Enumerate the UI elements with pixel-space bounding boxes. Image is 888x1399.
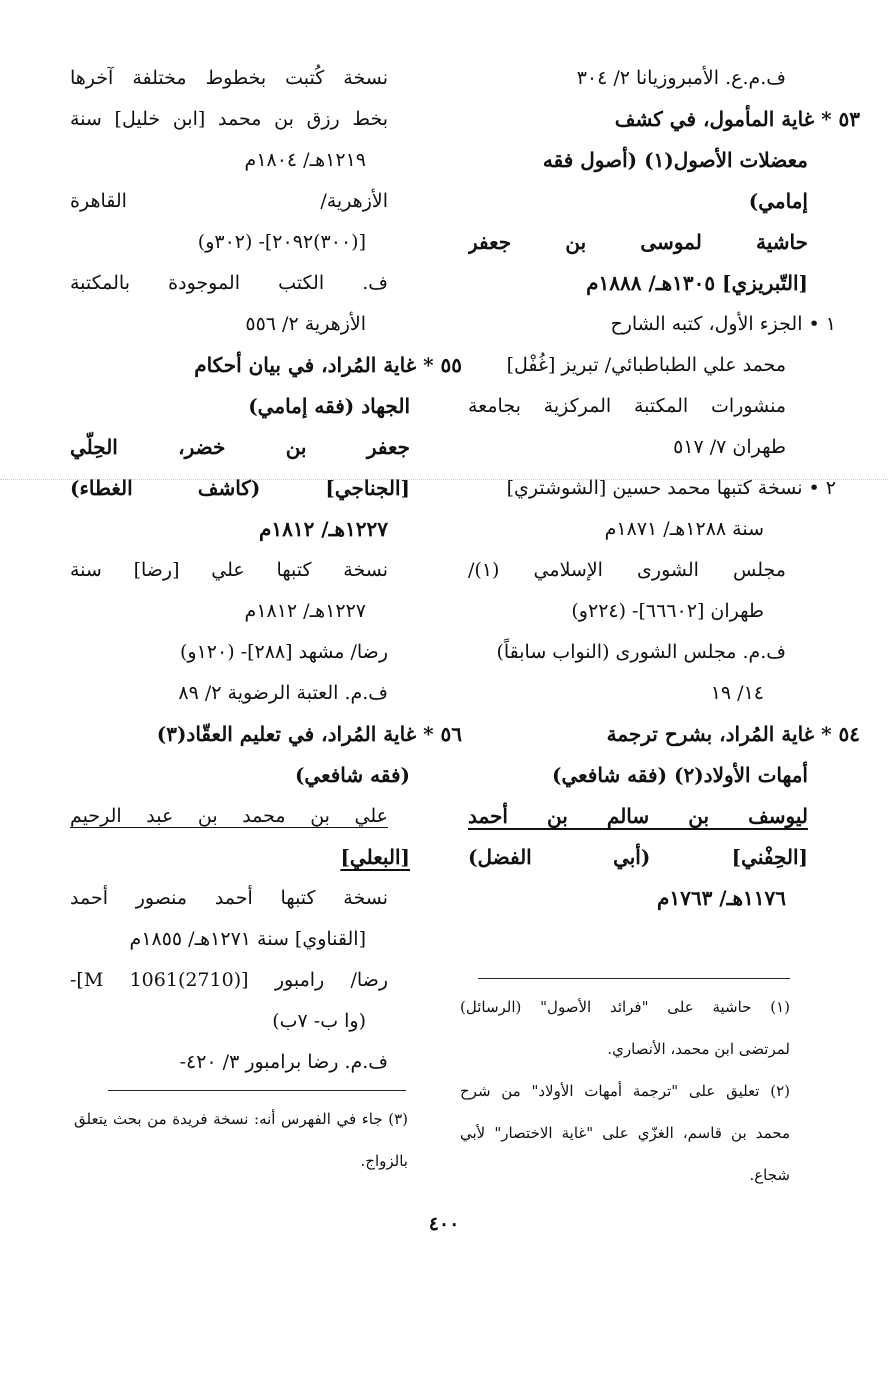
entry-title-line: ٥٤ * غاية المُراد، بشرح ترجمة <box>606 722 860 746</box>
entry-text-line: مجلس الشورى الإسلامي (١)/ <box>468 559 786 581</box>
entry-text-line: [القناوي] سنة ١٢٧١هـ/ ١٨٥٥م <box>129 928 366 950</box>
entry-text-line: بخط رزق بن محمد [ابن خليل] سنة <box>70 108 388 130</box>
left-column <box>70 58 462 1083</box>
footnote-line: شجاع. <box>749 1166 790 1184</box>
entry-title-line: ١٢٢٧هـ/ ١٨١٢م <box>258 517 388 541</box>
entry-text-line: ١٤/ ١٩ <box>710 682 764 704</box>
entry-text-line: علي بن محمد بن عبد الرحيم <box>70 805 388 827</box>
entry-text-line: رضا/ رامبور [M 1061(2710)]- <box>70 969 388 991</box>
entry-text-line: ف.م. العتبة الرضوية ٢/ ٨٩ <box>178 682 388 704</box>
entry-text-line: الأزهرية/ القاهرة <box>70 190 388 212</box>
entry-title-line: ٥٥ * غاية المُراد، في بيان أحكام <box>194 353 462 377</box>
entry-text-line: طهران ٧/ ٥١٧ <box>673 436 786 458</box>
entry-text-line: ١٢١٩هـ/ ١٨٠٤م <box>244 149 366 171</box>
entry-title-line: [البعلي] <box>340 845 410 869</box>
entry-title-line: حاشية لموسى بن جعفر <box>468 230 808 254</box>
entry-text-line: ١٢٢٧هـ/ ١٨١٢م <box>244 600 366 622</box>
entry-text-line: طهران [٦٦٦٠٢]- (٢٢٤و) <box>571 600 764 622</box>
footnote-line: (٣) جاء في الفهرس أنه: نسخة فريدة من بحث يتعلق <box>74 1110 408 1128</box>
entry-title-line: ٥٣ * غاية المأمول، في كشف <box>614 107 860 131</box>
entry-title-line: جعفر بن خضر، الحِلّي <box>70 435 410 459</box>
entry-title-line: [التّبريزي] ١٣٠٥هـ/ ١٨٨٨م <box>586 271 808 295</box>
entry-text-line: ف.م. مجلس الشورى (النواب سابقاً) <box>496 641 786 663</box>
page-number: ٤٠٠ <box>428 1213 460 1235</box>
footnote-line: لمرتضى ابن محمد، الأنصاري. <box>607 1040 790 1058</box>
footnote-line: بالزواج. <box>360 1152 408 1170</box>
entry-title-line: ١١٧٦هـ/ ١٧٦٣م <box>656 886 786 910</box>
footnote-line: (١) حاشية على "فرائد الأصول" (الرسائل) <box>460 998 790 1016</box>
entry-text-line: نسخة كُتبت بخطوط مختلفة آخرها <box>70 67 388 89</box>
entry-text-line: (وا ب- ٧ب) <box>272 1010 366 1032</box>
entry-title-line: معضلات الأصول(١) (أصول فقه <box>542 148 808 172</box>
entry-title-line: [الجناجي] (كاشف الغطاء) <box>70 476 410 500</box>
footnote-separator-right <box>478 978 790 979</box>
entry-title-line: الجهاد (فقه إمامي) <box>248 394 410 418</box>
footnote-line: (٢) تعليق على "ترجمة أمهات الأولاد" من شرح <box>460 1082 790 1100</box>
entry-title-line: إمامي) <box>748 189 808 213</box>
entry-text-line: نسخة كتبها أحمد منصور أحمد <box>70 887 388 909</box>
footnote-separator-left <box>108 1090 406 1091</box>
entry-text-line: ف. الكتب الموجودة بالمكتبة <box>70 272 388 294</box>
entry-title-line: ليوسف بن سالم بن أحمد <box>468 804 808 828</box>
entry-title-line: ٥٦ * غاية المُراد، في تعليم العقّاد(٣) <box>156 722 462 746</box>
entry-title-line: [الحِفْني] (أبي الفضل) <box>468 845 808 869</box>
entry-text-line: ١ • الجزء الأول، كتبه الشارح <box>610 313 836 335</box>
footnote-line: محمد بن قاسم، الغزّي على "غاية الاختصار" لأبي <box>460 1124 790 1142</box>
entry-text-line: سنة ١٢٨٨هـ/ ١٨٧١م <box>604 518 764 540</box>
entry-text-line: ف.م. رضا برامبور ٣/ ٤٢٠- <box>179 1051 388 1073</box>
entry-title-line: أمهات الأولاد(٢) (فقه شافعي) <box>552 763 808 787</box>
right-column <box>468 58 860 919</box>
entry-text-line: نسخة كتبها علي [رضا] سنة <box>70 559 388 581</box>
entry-text-line: ٢ • نسخة كتبها محمد حسين [الشوشتري] <box>506 477 836 499</box>
footnotes-left <box>74 1098 408 1182</box>
entry-text-line: محمد علي الطباطبائي/ تبريز [غُفْل] <box>506 354 786 376</box>
entry-text-line: رضا/ مشهد [٢٨٨]- (١٢٠و) <box>180 641 388 663</box>
footnotes-right <box>460 986 790 1196</box>
entry-text-line: الأزهرية ٢/ ٥٥٦ <box>245 313 366 335</box>
entry-text-line: ف.م.ع. الأمبروزيانا ٢/ ٣٠٤ <box>576 67 786 89</box>
entry-text-line: منشورات المكتبة المركزية بجامعة <box>468 395 786 417</box>
entry-text-line: [(٣٠٠)٢٠٩٢]- (٣٠٢و) <box>197 231 366 253</box>
entry-title-line: (فقه شافعي) <box>294 763 410 787</box>
